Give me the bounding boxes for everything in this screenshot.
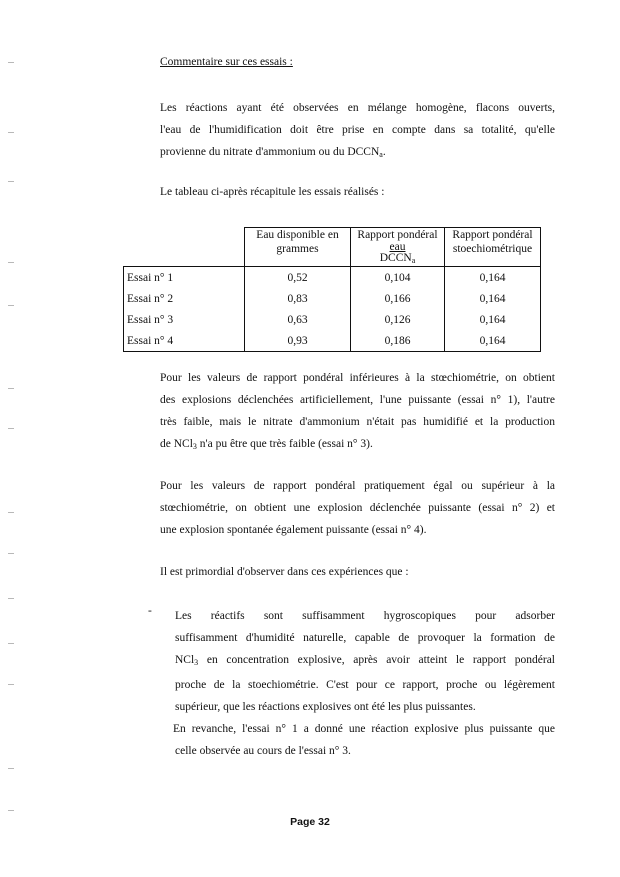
text-line: Les réactions ayant été observées en mélange homogène, flacons ouverts, bbox=[160, 102, 555, 114]
subscript: 3 bbox=[192, 442, 197, 451]
page-number: Page 32 bbox=[290, 816, 330, 828]
bullet-dash: - bbox=[148, 605, 152, 617]
cell-stoechio: 0,164 bbox=[445, 288, 541, 309]
text-fragment: NCl bbox=[175, 654, 195, 666]
cell-eau: 0,52 bbox=[245, 267, 351, 289]
header-text: Rapport pondéral bbox=[357, 229, 438, 241]
header-text: grammes bbox=[276, 243, 319, 255]
cell-eau: 0,63 bbox=[245, 309, 351, 330]
header-text: Rapport pondéral bbox=[452, 229, 533, 241]
margin-mark bbox=[8, 643, 14, 644]
text-line: Le tableau ci-après récapitule les essais réalisés : bbox=[160, 186, 385, 198]
cell-eau: 0,93 bbox=[245, 330, 351, 352]
margin-mark bbox=[8, 553, 14, 554]
text-line bbox=[160, 433, 555, 458]
row-label: Essai n° 1 bbox=[124, 267, 245, 289]
section-heading: Commentaire sur ces essais : bbox=[160, 56, 293, 68]
margin-mark bbox=[8, 181, 14, 182]
table-row bbox=[124, 267, 541, 289]
margin-mark bbox=[8, 810, 14, 811]
margin-mark bbox=[8, 132, 14, 133]
text-line: stœchiométrie, on obtient une explosion déclenchée puissante (essai n° 2) et bbox=[160, 502, 555, 514]
text-line: supérieur, que les réactions explosives ont été les plus puissantes. bbox=[175, 701, 476, 713]
text-line: très faible, mais le nitrate d'ammonium n'était pas humidifié et la production bbox=[160, 416, 555, 428]
margin-mark bbox=[8, 262, 14, 263]
table-header-row bbox=[124, 228, 541, 267]
paragraph-low-ratio bbox=[160, 367, 555, 458]
text-fragment: en concentration explosive, après avoir atteint le rapport pondéral bbox=[198, 654, 555, 666]
paragraph-observation bbox=[160, 561, 555, 583]
row-label: Essai n° 3 bbox=[124, 309, 245, 330]
margin-mark bbox=[8, 62, 14, 63]
cell-rapport: 0,186 bbox=[351, 330, 445, 352]
header-text: stoechiométrique bbox=[452, 243, 533, 255]
margin-mark bbox=[8, 428, 14, 429]
subscript: a bbox=[379, 150, 383, 159]
text-fragment: provienne du nitrate d'ammonium ou du DCCN bbox=[160, 146, 380, 158]
header-empty-cell bbox=[124, 228, 245, 267]
header-text: DCCN bbox=[379, 252, 412, 264]
row-label: Essai n° 2 bbox=[124, 288, 245, 309]
results-table bbox=[123, 227, 541, 352]
margin-mark bbox=[8, 512, 14, 513]
text-fragment: de NCl bbox=[160, 438, 193, 450]
fraction bbox=[351, 242, 444, 266]
text-line bbox=[175, 649, 555, 674]
text-line: une explosion spontanée également puissante (essai n° 4). bbox=[160, 524, 427, 536]
bullet-paragraph bbox=[175, 605, 555, 762]
margin-mark bbox=[8, 388, 14, 389]
margin-mark bbox=[8, 768, 14, 769]
paragraph-high-ratio bbox=[160, 475, 555, 541]
margin-mark bbox=[8, 598, 14, 599]
intro-paragraph bbox=[160, 97, 555, 166]
fraction-denominator bbox=[351, 253, 444, 266]
text-line: des explosions déclenchées artificiellement, l'une puissante (essai n° 1), l'autre bbox=[160, 394, 555, 406]
header-text: Eau disponible en bbox=[256, 229, 339, 241]
table-row bbox=[124, 330, 541, 352]
cell-stoechio: 0,164 bbox=[445, 267, 541, 289]
text-line bbox=[160, 141, 555, 166]
cell-rapport: 0,126 bbox=[351, 309, 445, 330]
header-rapport-ponderal bbox=[351, 228, 445, 267]
cell-rapport: 0,104 bbox=[351, 267, 445, 289]
text-line: suffisamment d'humidité naturelle, capable de provoquer la formation de bbox=[175, 632, 555, 644]
table-row bbox=[124, 288, 541, 309]
text-line: Il est primordial d'observer dans ces expériences que : bbox=[160, 566, 409, 578]
margin-mark bbox=[8, 684, 14, 685]
cell-stoechio: 0,164 bbox=[445, 309, 541, 330]
table-intro bbox=[160, 181, 555, 203]
text-line: En revanche, l'essai n° 1 a donné une réaction explosive plus puissante que bbox=[173, 723, 555, 735]
fraction-numerator: eau bbox=[389, 241, 406, 253]
header-rapport-stoechiometrique bbox=[445, 228, 541, 267]
row-label: Essai n° 4 bbox=[124, 330, 245, 352]
cell-stoechio: 0,164 bbox=[445, 330, 541, 352]
margin-mark bbox=[8, 305, 14, 306]
text-line: Pour les valeurs de rapport pondéral pratiquement égal ou supérieur à la bbox=[160, 480, 555, 492]
header-eau-disponible bbox=[245, 228, 351, 267]
cell-rapport: 0,166 bbox=[351, 288, 445, 309]
cell-eau: 0,83 bbox=[245, 288, 351, 309]
text-line: l'eau de l'humidification doit être prise en compte dans sa totalité, qu'elle bbox=[160, 124, 555, 136]
table-row bbox=[124, 309, 541, 330]
text-fragment: n'a pu être que très faible (essai n° 3). bbox=[196, 438, 373, 450]
text-fragment: . bbox=[382, 146, 386, 158]
subscript: a bbox=[411, 256, 416, 265]
text-line: Pour les valeurs de rapport pondéral inférieures à la stœchiométrie, on obtient bbox=[160, 372, 555, 384]
subscript: 3 bbox=[194, 658, 199, 667]
text-line: Les réactifs sont suffisamment hygroscopiques pour adsorber bbox=[175, 610, 555, 622]
text-line: proche de la stoechiométrie. C'est pour ce rapport, proche ou légèrement bbox=[175, 679, 555, 691]
text-line: celle observée au cours de l'essai n° 3. bbox=[175, 745, 351, 757]
